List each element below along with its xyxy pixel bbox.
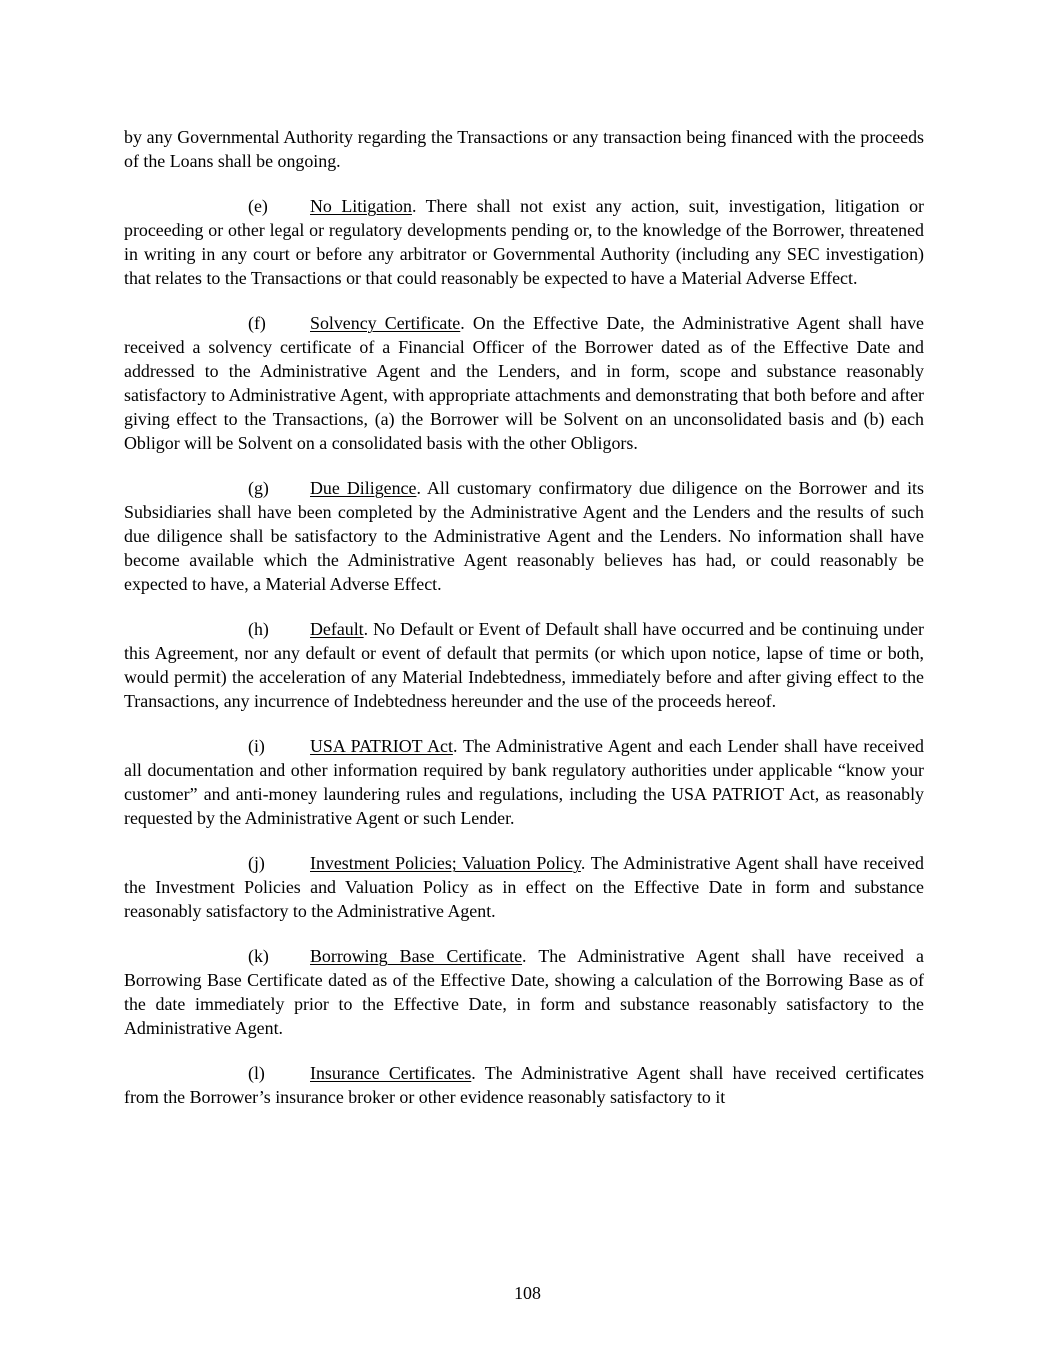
item-separator: .: [522, 946, 539, 966]
item-separator: .: [363, 619, 374, 639]
item-heading: Default: [310, 619, 364, 639]
item-label: (i): [248, 736, 265, 756]
item-i: [124, 734, 924, 830]
item-body: The Administrative Agent shall have received certificates from the Borrower’s insurance broker or other evidence reasonably satisfactory to it: [124, 1063, 925, 1107]
item-heading: No Litigation: [310, 196, 412, 216]
item-g: [124, 476, 924, 596]
item-body: All customary confirmatory due diligence on the Borrower and its Subsidiaries shall have been completed by the Administrative Agent and the Lenders and the results of such due diligence shall be satisfactory to the Administrative Agent and the Lenders. No information shall have become available which the Administrative Agent reasonably believes has had, or could reasonably be expected to have, a Material Adverse Effect.: [124, 478, 924, 594]
item-label: (j): [248, 853, 265, 873]
item-separator: .: [411, 196, 426, 216]
item-body: The Administrative Agent shall have received the Investment Policies and Valuation Policy as in effect on the Effective Date in form and substance reasonably satisfactory to the Administrative Agent.: [124, 853, 925, 921]
item-separator: .: [452, 736, 463, 756]
item-separator: .: [471, 1063, 485, 1083]
item-e: [124, 194, 924, 290]
item-label: (k): [248, 946, 269, 966]
item-label: (g): [248, 478, 269, 498]
item-separator: .: [460, 313, 473, 333]
item-body: On the Effective Date, the Administrative Agent shall have received a solvency certificate of a Financial Officer of the Borrower dated as of the Effective Date and addressed to the Administrative Agent and the Lenders, and in form, scope and substance reasonably satisfactory to Administrative Agent, with appropriate attachments and demonstrating that both before and after giving effect to the Transactions, (a) the Borrower will be Solvent on an unconsolidated basis and (b) each Obligor will be Solvent on a consolidated basis with the other Obligors.: [124, 313, 925, 453]
item-heading: Investment Policies; Valuation Policy: [310, 853, 581, 873]
item-label: (f): [248, 313, 266, 333]
item-heading: Solvency Certificate: [310, 313, 461, 333]
item-label: (l): [248, 1063, 265, 1083]
item-body: There shall not exist any action, suit, investigation, litigation or proceeding or other legal or regulatory developments pending or, to the knowledge of the Borrower, threatened in writing in any court or before any arbitrator or Governmental Authority (including any SEC investigation) that relates to the Transactions or that could reasonably be expected to have a Material Adverse Effect.: [124, 196, 924, 288]
item-body: No Default or Event of Default shall have occurred and be continuing under this Agreement, nor any default or event of default that permits (or which upon notice, lapse of time or both, would permit) the acceleration of any Material Indebtedness, immediately before and after giving effect to the Transactions, any incurrence of Indebtedness hereunder and the use of the proceeds hereof.: [124, 619, 924, 711]
item-h: [124, 617, 924, 713]
item-body: The Administrative Agent and each Lender shall have received all documentation and other information required by bank regulatory authorities under applicable “know your customer” and anti-money laundering rules and regulations, including the USA PATRIOT Act, as reasonably requested by the Administrative Agent or such Lender.: [124, 736, 924, 828]
page-number: 108: [514, 1283, 541, 1303]
item-k: [124, 944, 924, 1040]
item-heading: Due Diligence: [310, 478, 417, 498]
item-separator: .: [580, 853, 591, 873]
item-body: The Administrative Agent shall have received a Borrowing Base Certificate dated as of the Effective Date, showing a calculation of the Borrowing Base as of the date immediately prior to the Effective Date, in form and substance reasonably satisfactory to the Administrative Agent.: [124, 946, 924, 1038]
item-label: (e): [248, 196, 268, 216]
item-l: [124, 1061, 924, 1109]
item-f: [124, 311, 924, 455]
item-separator: .: [416, 478, 428, 498]
continuation-paragraph: by any Governmental Authority regarding the Transactions or any transaction being financed with the proceeds of the Loans shall be ongoing.: [124, 127, 924, 171]
item-j: [124, 851, 924, 923]
item-heading: Insurance Certificates: [310, 1063, 472, 1083]
document-body: [124, 125, 924, 1130]
item-label: (h): [248, 619, 269, 639]
item-heading: USA PATRIOT Act: [310, 736, 453, 756]
item-heading: Borrowing Base Certificate: [310, 946, 523, 966]
